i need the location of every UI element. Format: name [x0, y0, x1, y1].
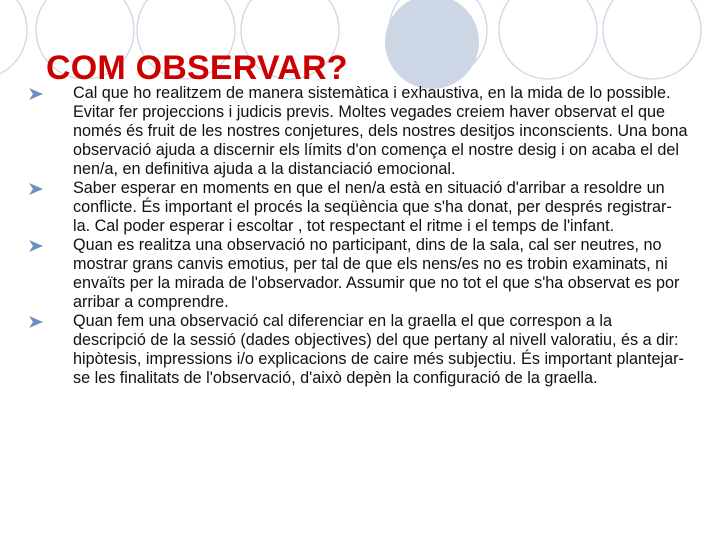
slide-title: COM OBSERVAR?	[46, 49, 348, 87]
decorative-circle-filled	[385, 0, 479, 89]
bullet-item	[28, 179, 688, 236]
decorative-circle	[499, 0, 597, 79]
bullet-item	[28, 84, 688, 179]
bullet-text: Saber esperar en moments en que el nen/a està en situació d'arribar a resoldre un conflicte. És important el procés la seqüència que s'ha donat, per després registrar-la. Cal poder esperar i escoltar , tot respectant el ritme i el temps de l'infant.	[73, 179, 672, 235]
bullet-text: Quan fem una observació cal diferenciar en la graella el que correspon a la descripció de la sessió (dades objectives) del que pertany al nivell valoratiu, és a dir: hipòtesis, impressions i/o explicacions de caire més subjectiu. És important plantejar-se les finalitats de l'observació, d'això depèn la configuració de la graella.	[73, 312, 684, 387]
bullet-arrow-icon	[28, 315, 44, 329]
bullet-arrow-icon	[28, 87, 44, 101]
decorative-circle	[603, 0, 701, 79]
bullet-item	[28, 236, 688, 312]
bullet-item	[28, 312, 688, 388]
bullet-arrow-icon	[28, 182, 44, 196]
bullet-arrow-icon	[28, 239, 44, 253]
bullet-text: Quan es realitza una observació no participant, dins de la sala, cal ser neutres, no mostrar grans canvis emotius, per tal de que els nens/es no es trobin examinats, ni envaïts per la mirada de l'observador. Assumir que no tot el que s'ha observat es por arribar a comprendre.	[73, 236, 680, 311]
bullet-text: Cal que ho realitzem de manera sistemàtica i exhaustiva, en la mida de lo possible. Evitar fer projeccions i judicis previs. Moltes vegades creiem haver observat el que només és fruit de les nostres conjetures, dels nostres desitjos inconscients. Una bona observació ajuda a discernir els límits d'on comença el nostre desig i on acaba el del nen/a, en definitiva ajuda a la distanciació emocional.	[73, 84, 688, 178]
decorative-circle	[0, 0, 27, 79]
bullet-list	[28, 84, 688, 388]
